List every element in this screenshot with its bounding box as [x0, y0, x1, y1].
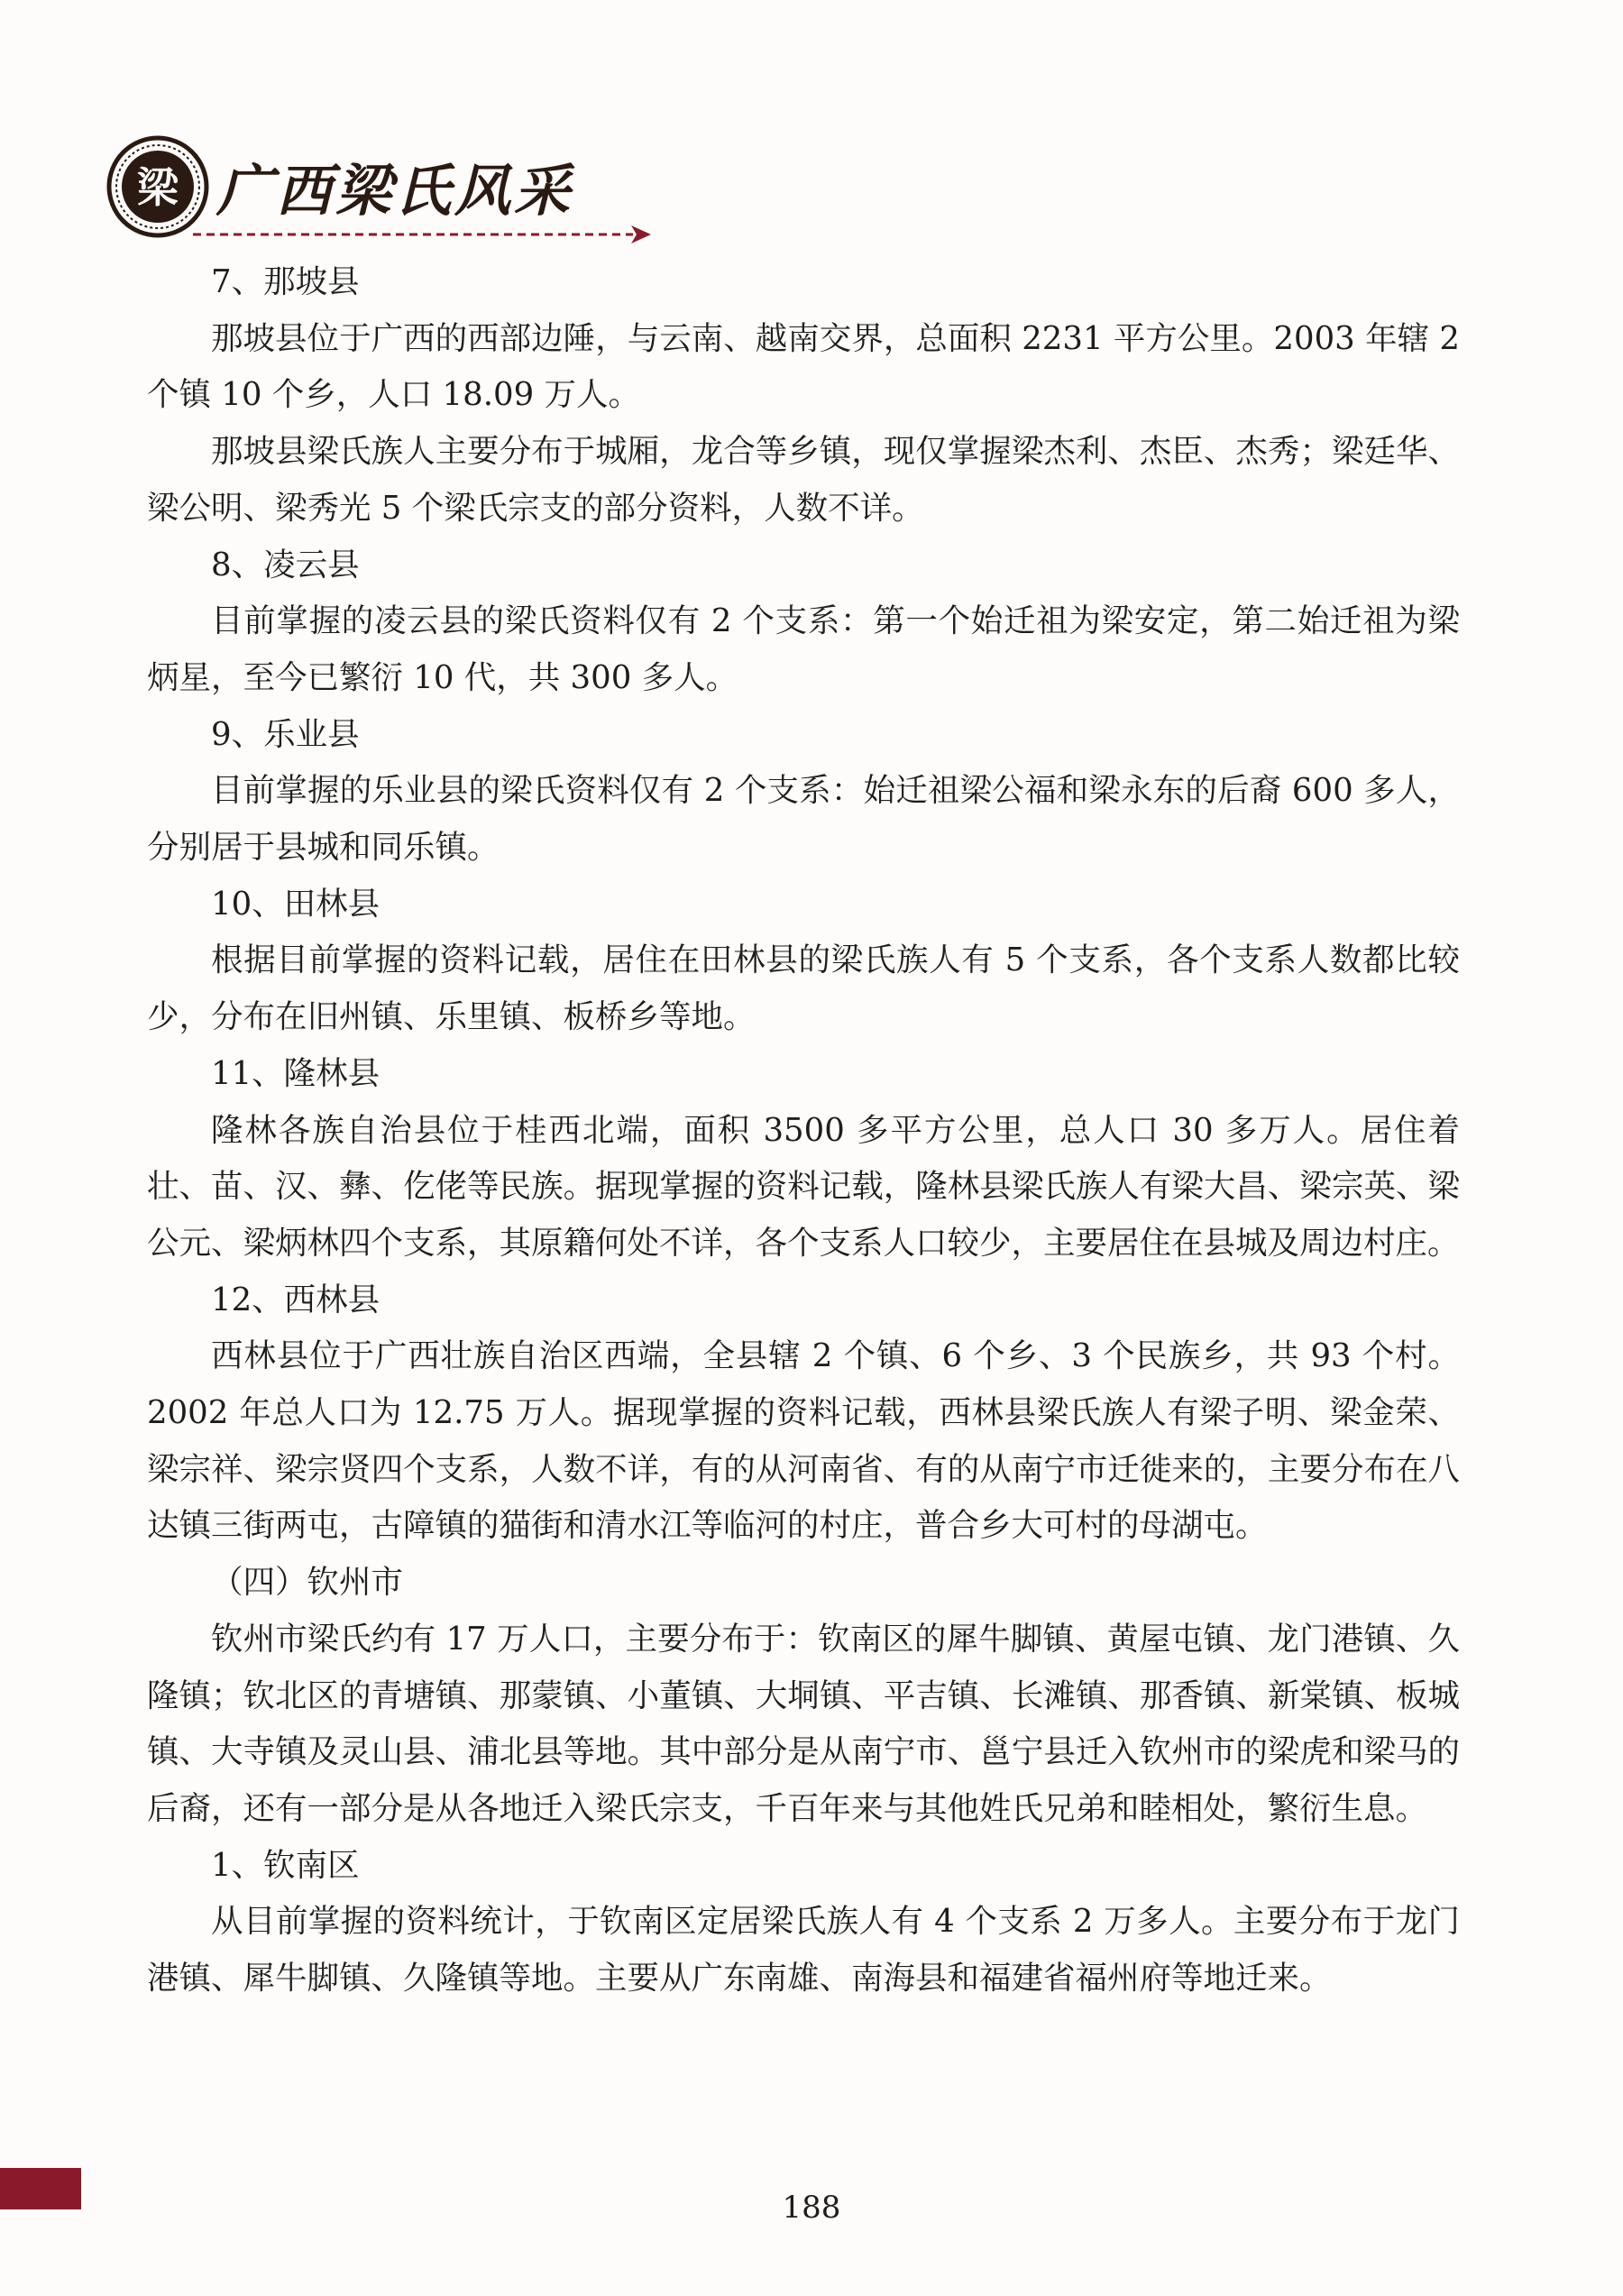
section-heading: 11、隆林县: [211, 1054, 381, 1092]
book-title: 广西梁氏风采: [216, 158, 574, 224]
page-header: [106, 135, 575, 243]
section-heading: 8、凌云县: [211, 546, 360, 583]
seal-logo-icon: [106, 135, 209, 238]
section-heading: 9、乐业县: [211, 715, 360, 753]
section-heading: 7、那坡县: [211, 263, 360, 300]
body-paragraph: 那坡县位于广西的西部边陲，与云南、越南交界，总面积 2231 平方公里。2003 年辖 2 个镇 10 个乡，人口 18.09 万人。: [147, 319, 1460, 414]
svg-text:梁: 梁: [137, 163, 179, 212]
header-arrow-icon: [193, 224, 653, 245]
page-body: [147, 254, 1460, 2007]
body-paragraph: 从目前掌握的资料统计，于钦南区定居梁氏族人有 4 个支系 2 万多人。主要分布于龙门港镇、犀牛脚镇、久隆镇等地。主要从广东南雄、南海县和福建省福州府等地迁来。: [147, 1903, 1460, 1998]
section-heading: 10、田林县: [211, 885, 381, 923]
page-number: 188: [782, 2190, 841, 2226]
body-paragraph: 钦州市梁氏约有 17 万人口，主要分布于：钦南区的犀牛脚镇、黄屋屯镇、龙门港镇、久隆镇；钦北区的青塘镇、那蒙镇、小董镇、大垌镇、平吉镇、长滩镇、那香镇、新棠镇、板城镇、大寺镇及灵山县、浦北县等地。其中部分是从南宁市、邕宁县迁入钦州市的梁虎和梁马的后裔，还有一部分是从各地迁入梁氏宗支，千百年来与其他姓氏兄弟和睦相处，繁衍生息。: [147, 1620, 1460, 1827]
body-paragraph: 目前掌握的凌云县的梁氏资料仅有 2 个支系：第一个始迁祖为梁安定，第二始迁祖为梁炳星，至今已繁衍 10 代，共 300 多人。: [147, 602, 1460, 696]
body-paragraph: 西林县位于广西壮族自治区西端，全县辖 2 个镇、6 个乡、3 个民族乡，共 93 个村。2002 年总人口为 12.75 万人。据现掌握的资料记载，西林县梁氏族人有梁子明、梁金荣、梁宗祥、梁宗贤四个支系，人数不详，有的从河南省、有的从南宁市迁徙来的，主要分布在八达镇三街两屯，古障镇的猫街和清水江等临河的村庄，普合乡大可村的母湖屯。: [147, 1337, 1460, 1545]
section-heading: 12、西林县: [211, 1281, 381, 1318]
body-paragraph: 那坡县梁氏族人主要分布于城厢，龙合等乡镇，现仅掌握梁杰利、杰臣、杰秀；梁廷华、梁公明、梁秀光 5 个梁氏宗支的部分资料，人数不详。: [147, 433, 1460, 527]
body-paragraph: 根据目前掌握的资料记载，居住在田林县的梁氏族人有 5 个支系，各个支系人数都比较少，分布在旧州镇、乐里镇、板桥乡等地。: [147, 941, 1460, 1036]
section-heading: 1、钦南区: [211, 1846, 360, 1884]
body-paragraph: 隆林各族自治县位于桂西北端，面积 3500 多平方公里，总人口 30 多万人。居住着壮、苗、汉、彝、仡佬等民族。据现掌握的资料记载，隆林县梁氏族人有梁大昌、梁宗英、梁公元、梁炳林四个支系，其原籍何处不详，各个支系人口较少，主要居住在县城及周边村庄。: [147, 1111, 1460, 1262]
body-paragraph: 目前掌握的乐业县的梁氏资料仅有 2 个支系：始迁祖梁公福和梁永东的后裔 600 多人，分别居于县城和同乐镇。: [147, 772, 1460, 867]
section-heading: （四）钦州市: [211, 1564, 404, 1602]
